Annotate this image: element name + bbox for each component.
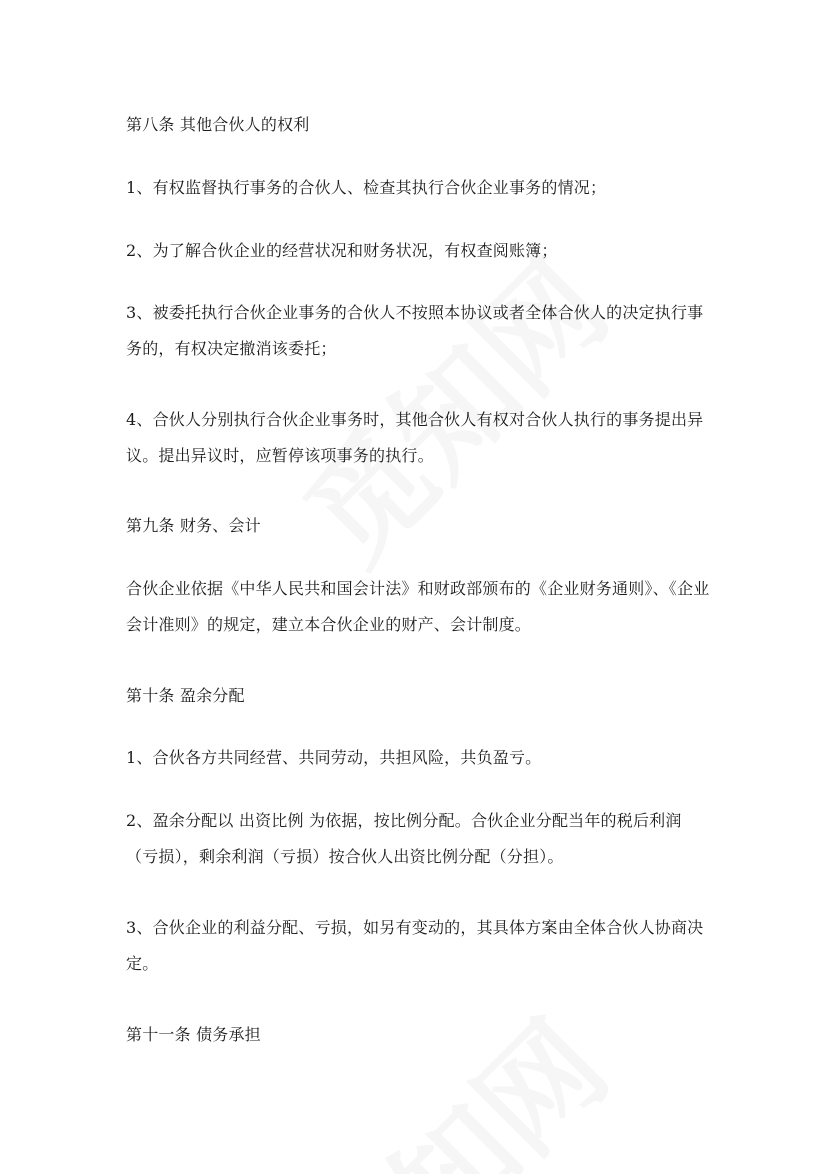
paragraph-item: 1、合伙各方共同经营、共同劳动，共担风险，共负盈亏。 — [126, 748, 542, 767]
watermark — [262, 978, 638, 1174]
paragraph-item: 1、有权监督执行事务的合伙人、检查其执行合伙企业事务的情况； — [126, 178, 607, 197]
section-heading-article-10: 第十条 盈余分配 — [126, 686, 245, 705]
section-heading-article-8: 第八条 其他合伙人的权利 — [126, 115, 310, 134]
paragraph-item: 合伙企业依据《中华人民共和国会计法》和财政部颁布的《企业财务通则》、《企业会计准则》的规定，建立本合伙企业的财产、会计制度。 — [126, 579, 710, 634]
paragraph-item: 3、合伙企业的利益分配、亏损，如另有变动的，其具体方案由全体合伙人协商决定。 — [126, 918, 704, 973]
paragraph-item: 2、为了解合伙企业的经营状况和财务状况，有权查阅账簿； — [126, 241, 558, 260]
section-heading-article-11: 第十一条 债务承担 — [126, 1025, 261, 1044]
section-heading-article-9: 第九条 财务、会计 — [126, 516, 261, 535]
paragraph-item: 3、被委托执行合伙企业事务的合伙人不按照本协议或者全体合伙人的决定执行事务的，有权决定撤消该委托； — [126, 303, 704, 358]
paragraph-item: 4、合伙人分别执行合伙企业事务时，其他合伙人有权对合伙人执行的事务提出异议。提出异议时，应暂停该项事务的执行。 — [126, 410, 704, 465]
paragraph-item: 2、盈余分配以 出资比例 为依据，按比例分配。合伙企业分配当年的税后利润（亏损），剩余利润（亏损）按合伙人出资比例分配（分担）。 — [126, 811, 682, 866]
